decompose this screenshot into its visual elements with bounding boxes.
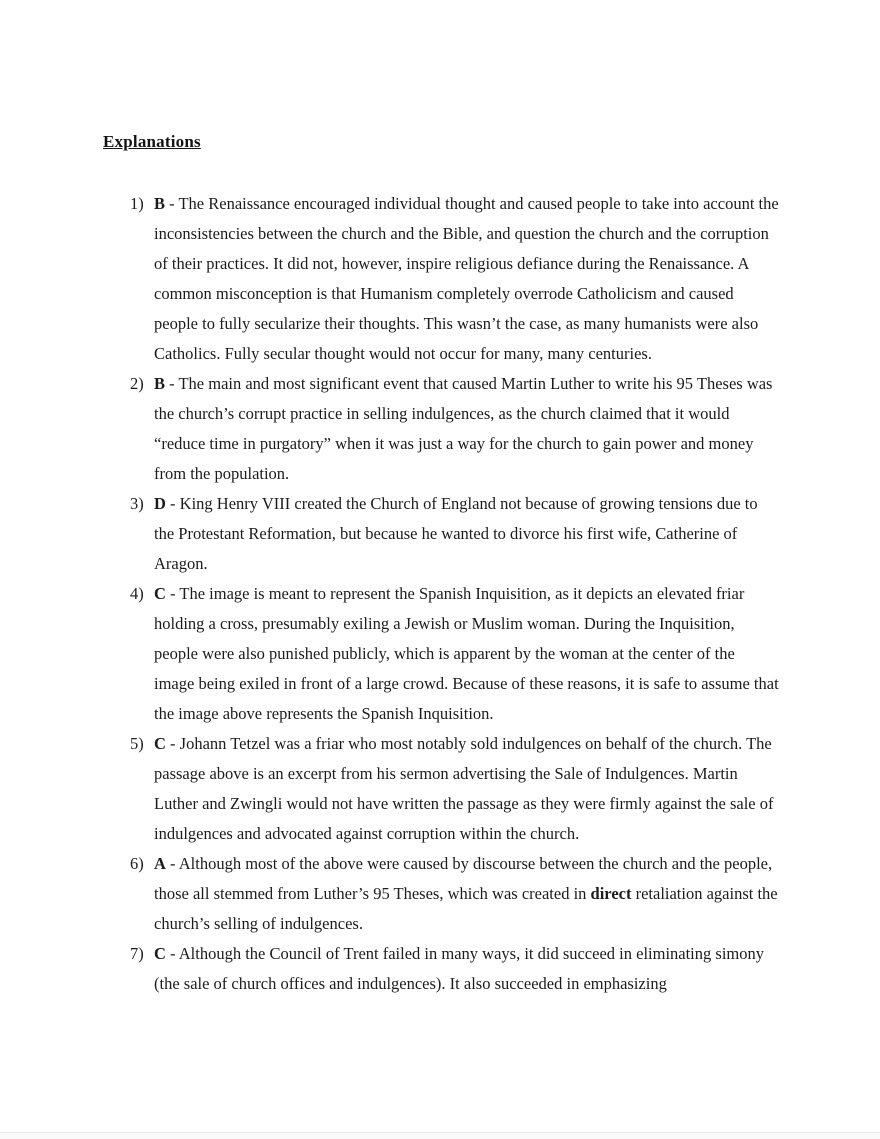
item-number: 4) [130,584,144,603]
explanation-item [103,189,779,369]
item-number: 6) [130,854,144,873]
answer-separator: - [165,944,179,963]
item-number: 1) [130,194,144,213]
item-number: 2) [130,374,144,393]
answer-letter: A [154,854,166,873]
answer-letter: B [154,374,166,393]
answer-separator: - [165,584,180,603]
item-number: 3) [130,494,144,513]
explanation-item [103,729,779,849]
item-number: 7) [130,944,144,963]
answer-separator: - [165,374,179,393]
explanation-text: The main and most significant event that caused Martin Luther to write his 95 Theses was the church’s corrupt practice in selling indulgences, as the church claimed that it would “reduce time in purgatory” when it was just a way for the church to gain power and money from the population. [154,374,773,483]
explanation-item [103,849,779,939]
answer-separator: - [165,854,179,873]
answer-letter: C [154,734,166,753]
answer-letter: D [154,494,166,513]
bold-text: direct [590,884,632,903]
explanation-item [103,369,779,489]
page-edge-shadow [0,1133,880,1139]
explanation-text: Although the Council of Trent failed in many ways, it did succeed in eliminating simony (the sale of church offices and indulgences). It also succeeded in emphasizing [154,944,764,993]
answer-separator: - [165,734,180,753]
answer-letter: C [154,584,166,603]
explanation-item [103,489,779,579]
explanations-list [103,189,779,999]
explanation-text: The image is meant to represent the Spanish Inquisition, as it depicts an elevated friar holding a cross, presumably exiling a Jewish or Muslim woman. During the Inquisition, people were also punished publicly, which is apparent by the woman at the center of the image being exiled in front of a large crowd. Because of these reasons, it is safe to assume that the image above represents the Spanish Inquisition. [154,584,779,723]
answer-letter: B [154,194,166,213]
explanation-item [103,939,779,999]
explanation-text: Johann Tetzel was a friar who most notably sold indulgences on behalf of the church. The passage above is an excerpt from his sermon advertising the Sale of Indulgences. Martin Luther and Zwingli would not have written the passage as they were firmly against the sale of indulgences and advocated against corruption within the church. [154,734,774,843]
answer-separator: - [165,494,180,513]
explanation-text: The Renaissance encouraged individual thought and caused people to take into account the inconsistencies between the church and the Bible, and question the church and the corruption of their practices. It did not, however, inspire religious defiance during the Renaissance. A common misconception is that Humanism completely overrode Catholicism and caused people to fully secularize their thoughts. This wasn’t the case, as many humanists were also Catholics. Fully secular thought would not occur for many, many centuries. [154,194,779,363]
explanation-text: retaliation against the church’s selling of indulgences. [154,884,778,933]
explanation-text: King Henry VIII created the Church of England not because of growing tensions due to the Protestant Reformation, but because he wanted to divorce his first wife, Catherine of Aragon. [154,494,758,573]
explanation-text: Although most of the above were caused by discourse between the church and the people, those all stemmed from Luther’s 95 Theses, which was created in [154,854,773,903]
answer-letter: C [154,944,166,963]
answer-separator: - [165,194,179,213]
page-title: Explanations [103,132,201,151]
item-number: 5) [130,734,144,753]
explanation-item [103,579,779,729]
